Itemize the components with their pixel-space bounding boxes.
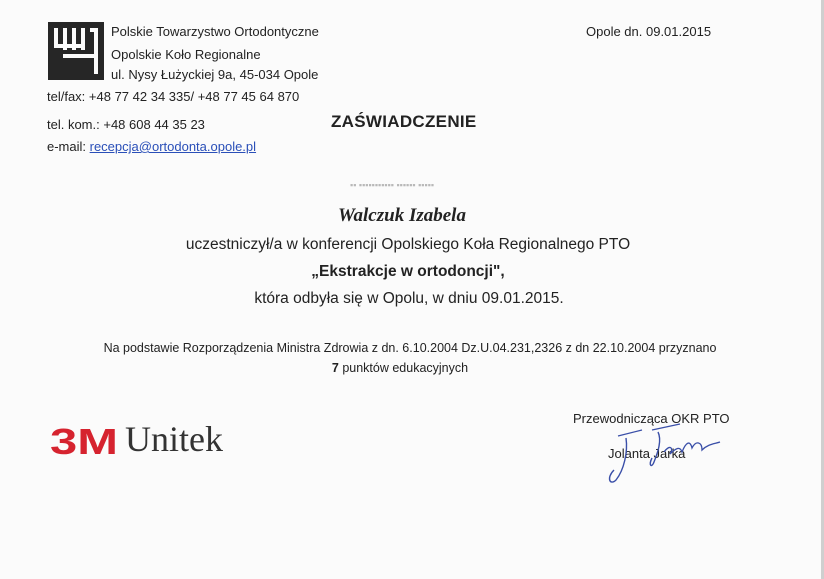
- mobile-phone: tel. kom.: +48 608 44 35 23: [47, 117, 205, 132]
- document-title: ZAŚWIADCZENIE: [331, 112, 477, 131]
- event-title: „Ekstrakcje w ortodoncji",: [311, 263, 505, 280]
- org-branch: Opolskie Koło Regionalne: [111, 47, 261, 62]
- handwritten-signature: [598, 418, 738, 486]
- telfax: tel/fax: +48 77 42 34 335/ +48 77 45 64 870: [47, 89, 300, 104]
- svg-text:3M: 3M: [50, 423, 118, 457]
- participation-statement: uczestniczył/a w konferencji Opolskiego Koła Regionalnego PTO: [185, 236, 631, 253]
- faint-stamp-imprint: ▪▪ ▪▪▪▪▪▪▪▪▪▪▪ ▪▪▪▪▪▪ ▪▪▪▪▪: [350, 180, 435, 190]
- unitek-brand: Unitek: [125, 419, 223, 459]
- signatory-name: Jolanta Jarka: [608, 446, 686, 461]
- participant-name: Walczuk Izabela: [338, 205, 466, 226]
- points-number: 7: [331, 361, 339, 375]
- points-label: punktów edukacyjnych: [338, 361, 469, 375]
- org-address: ul. Nysy Łużyckiej 9a, 45-034 Opole: [111, 67, 319, 82]
- email-link[interactable]: recepcja@ortodonta.opole.pl: [89, 139, 257, 154]
- email-line: [47, 139, 256, 154]
- pto-logo-icon: [48, 22, 104, 80]
- email-label: e-mail:: [47, 139, 90, 154]
- 3m-logo-icon: [50, 423, 120, 457]
- education-points: [0, 361, 812, 375]
- event-details: która odbyła się w Opolu, w dniu 09.01.2015.: [254, 290, 564, 307]
- org-name: Polskie Towarzystwo Ortodontyczne: [111, 24, 319, 39]
- legal-basis: Na podstawie Rozporządzenia Ministra Zdrowia z dn. 6.10.2004 Dz.U.04.231,2326 z dn 22.10.2004 przyznano: [103, 341, 717, 355]
- signatory-title: Przewodnicząca OKR PTO: [573, 411, 730, 426]
- issue-date: Opole dn. 09.01.2015: [586, 24, 712, 39]
